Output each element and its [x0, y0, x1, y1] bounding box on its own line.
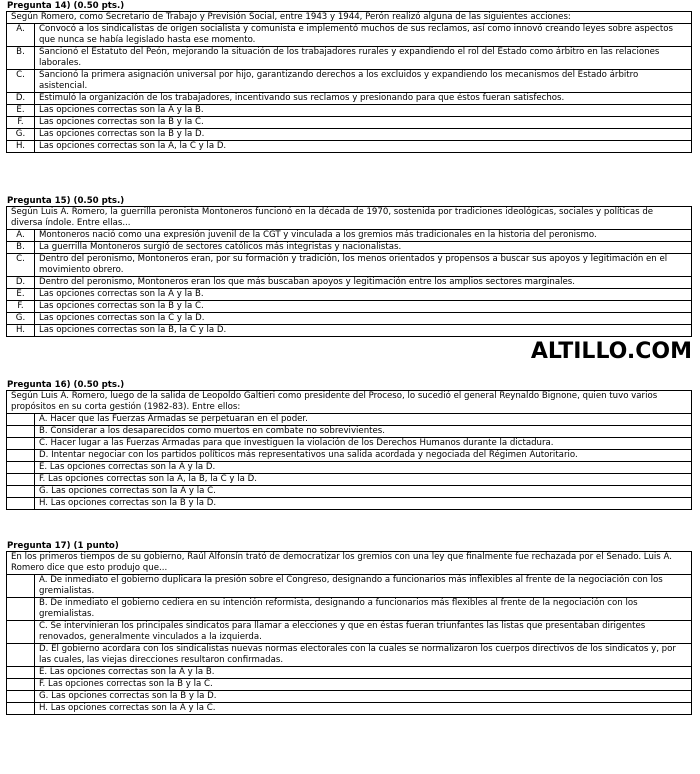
question-14 [6, 1, 692, 153]
option-text: H. Las opciones correctas son la B y la D. [39, 498, 217, 508]
option-text: Las opciones correctas son la B y la C. [39, 301, 204, 311]
option-letter: E. [7, 289, 35, 300]
option-row [7, 253, 691, 276]
question-box [6, 11, 692, 153]
option-text: Dentro del peronismo, Montoneros eran los que más buscaban apoyos y legitimación entre los amplios sectores marginales. [39, 277, 575, 287]
option-text: Las opciones correctas son la B, la C y la D. [39, 325, 227, 335]
option-text: La guerrilla Montoneros surgió de sectores católicos más integristas y nacionalistas. [39, 242, 402, 252]
option-letter: A. [7, 24, 35, 46]
option-row [7, 702, 691, 714]
option-letter: G. [7, 313, 35, 324]
option-row [7, 666, 691, 678]
option-text: E. Las opciones correctas son la A y la D. [39, 462, 216, 472]
indent-cell [7, 703, 35, 714]
option-text: Montoneros nació como una expresión juvenil de la CGT y vinculada a los gremios más tradicionales en la historia del peronismo. [39, 230, 597, 240]
option-text: Las opciones correctas son la A, la C y la D. [39, 141, 227, 151]
option-text: Las opciones correctas son la A y la B. [39, 105, 204, 115]
option-row [7, 597, 691, 620]
option-text: Las opciones correctas son la B y la C. [39, 117, 204, 127]
option-text: G. Las opciones correctas son la A y la C. [39, 486, 216, 496]
question-header: Pregunta 16) (0.50 pts.) [7, 380, 125, 390]
option-letter: B. [7, 242, 35, 253]
option-text: D. Intentar negociar con los partidos políticos más representativos una salida acordada y negociada del Régimen Autoritario. [39, 450, 578, 460]
option-text: C. Hacer lugar a las Fuerzas Armadas para que investiguen la violación de los Derechos Humanos durante la dictadura. [39, 438, 554, 448]
option-row [7, 643, 691, 666]
option-row [7, 497, 691, 509]
altillo-watermark: ALTILLO.COM [530, 339, 692, 364]
indent-cell [7, 691, 35, 702]
option-letter: D. [7, 93, 35, 104]
indent-cell [7, 450, 35, 461]
option-row [7, 116, 691, 128]
option-row [7, 92, 691, 104]
option-row [7, 678, 691, 690]
option-letter: F. [7, 301, 35, 312]
option-text: D. El gobierno acordara con los sindicalistas nuevas normas electorales con la cuales se normalizaron los cuerpos directivos de los sindicatos y, por las cuales, las viejas direcciones resultaron confirmadas. [39, 644, 676, 665]
option-text: Sancionó la primera asignación universal por hijo, garantizando derechos a los excluidos y expandiendo los mecanismos del Estado árbitro asistencial. [39, 70, 639, 91]
option-text: Convocó a los sindicalistas de origen socialista y comunista e implementó muchos de sus reclamos, así como innovó creando leyes sobre aspectos que nunca se había legislado hasta ese momento. [39, 24, 673, 45]
option-text: Estimuló la organización de los trabajadores, incentivando sus reclamos y presionando para que éstos fueran satisfechos. [39, 93, 565, 103]
option-row [7, 23, 691, 46]
option-row [7, 449, 691, 461]
indent-cell [7, 621, 35, 643]
option-row [7, 104, 691, 116]
option-letter: E. [7, 105, 35, 116]
indent-cell [7, 644, 35, 666]
option-letter: H. [7, 141, 35, 152]
question-stem: En los primeros tiempos de su gobierno, Raúl Alfonsín trató de democratizar los gremios con una ley que finalmente fue rechazada por el Senado. Luis A. Romero dice que esto produjo que... [11, 552, 672, 573]
option-letter: F. [7, 117, 35, 128]
option-row [7, 425, 691, 437]
option-letter: C. [7, 70, 35, 92]
question-header: Pregunta 17) (1 punto) [7, 541, 119, 551]
question-box [6, 551, 692, 715]
question-stem: Según Luis A. Romero, la guerrilla peronista Montoneros funcionó en la década de 1970, sostenida por tradiciones ideológicas, sociales y políticas de diversa índole. Entre ellas... [11, 207, 654, 228]
indent-cell [7, 498, 35, 509]
indent-cell [7, 667, 35, 678]
option-row [7, 620, 691, 643]
question-17 [6, 541, 692, 715]
option-row [7, 485, 691, 497]
question-15 [6, 196, 692, 337]
option-text: Sancionó el Estatuto del Peón, mejorando la situación de los trabajadores rurales y expandiendo el rol del Estado como árbitro en las relaciones laborales. [39, 47, 660, 68]
question-header: Pregunta 15) (0.50 pts.) [7, 196, 125, 206]
option-text: Dentro del peronismo, Montoneros eran, por su formación y tradición, los menos orientados y propensos a buscar sus apoyos y legitimación en el movimiento obrero. [39, 254, 668, 275]
indent-cell [7, 575, 35, 597]
option-row [7, 241, 691, 253]
option-text: G. Las opciones correctas son la B y la D. [39, 691, 217, 701]
option-row [7, 276, 691, 288]
option-text: Las opciones correctas son la C y la D. [39, 313, 205, 323]
option-text: Las opciones correctas son la A y la B. [39, 289, 204, 299]
indent-cell [7, 438, 35, 449]
option-letter: B. [7, 47, 35, 69]
option-row [7, 690, 691, 702]
indent-cell [7, 474, 35, 485]
option-letter: C. [7, 254, 35, 276]
indent-cell [7, 598, 35, 620]
question-stem: Según Romero, como Secretario de Trabajo y Previsión Social, entre 1943 y 1944, Perón realizó alguna de las siguientes acciones: [11, 12, 571, 22]
option-letter: G. [7, 129, 35, 140]
option-row [7, 140, 691, 152]
option-row [7, 461, 691, 473]
option-letter: A. [7, 230, 35, 241]
option-row [7, 473, 691, 485]
option-letter: H. [7, 325, 35, 336]
option-row [7, 288, 691, 300]
question-box [6, 206, 692, 337]
option-row [7, 128, 691, 140]
option-text: C. Se intervinieran los principales sindicatos para llamar a elecciones y que en éstas fueran triunfantes las listas que presentaban dirigentes renovados, generalmente vinculados a la izquierda. [39, 621, 646, 642]
question-stem: Según Luis A. Romero, luego de la salida de Leopoldo Galtieri como presidente del Proceso, lo sucedió el general Reynaldo Bignone, quien tuvo varios propósitos en su corta gestión (1982-83). Entre ellos: [11, 391, 658, 412]
option-row [7, 413, 691, 425]
indent-cell [7, 679, 35, 690]
option-text: B. Considerar a los desaparecidos como muertos en combate no sobrevivientes. [39, 426, 386, 436]
indent-cell [7, 486, 35, 497]
option-row [7, 574, 691, 597]
question-box [6, 390, 692, 510]
indent-cell [7, 462, 35, 473]
option-row [7, 324, 691, 336]
question-16 [6, 380, 692, 510]
question-header: Pregunta 14) (0.50 pts.) [7, 1, 125, 11]
indent-cell [7, 414, 35, 425]
option-row [7, 312, 691, 324]
indent-cell [7, 426, 35, 437]
option-text: Las opciones correctas son la B y la D. [39, 129, 205, 139]
option-text: A. De inmediato el gobierno duplicara la presión sobre el Congreso, designando a funcionarios más inflexibles al frente de la negociación con los gremialistas. [39, 575, 663, 596]
option-text: A. Hacer que las Fuerzas Armadas se perpetuaran en el poder. [39, 414, 308, 424]
option-letter: D. [7, 277, 35, 288]
option-text: H. Las opciones correctas son la A y la C. [39, 703, 216, 713]
option-text: F. Las opciones correctas son la A, la B, la C y la D. [39, 474, 257, 484]
option-text: B. De inmediato el gobierno cediera en su intención reformista, designando a funcionarios más flexibles al frente de la negociación con los gremialistas. [39, 598, 638, 619]
option-row [7, 69, 691, 92]
option-row [7, 437, 691, 449]
option-text: F. Las opciones correctas son la B y la C. [39, 679, 213, 689]
option-text: E. Las opciones correctas son la A y la B. [39, 667, 215, 677]
option-row [7, 229, 691, 241]
option-row [7, 300, 691, 312]
option-row [7, 46, 691, 69]
